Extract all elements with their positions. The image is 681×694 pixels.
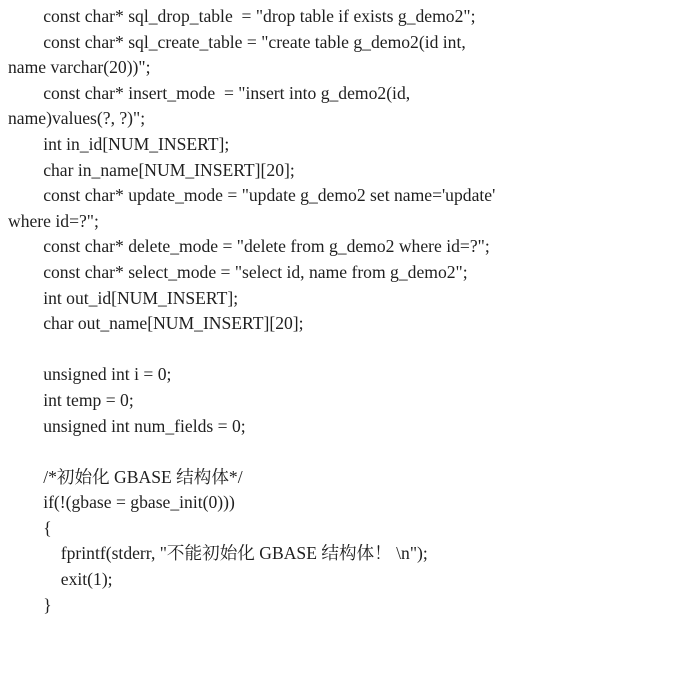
code-line: const char* sql_create_table = "create table g_demo2(id int, (8, 31, 466, 52)
blank-line (8, 337, 681, 363)
code-line: { (8, 517, 52, 538)
code-line: int temp = 0; (8, 389, 134, 410)
code-line: if(!(gbase = gbase_init(0))) (8, 492, 235, 513)
code-line: fprintf(stderr, "不能初始化 GBASE 结构体！ \n"); (8, 543, 428, 564)
code-line: } (8, 594, 52, 615)
code-line: exit(1); (8, 569, 113, 590)
code-line: name varchar(20))"; (8, 57, 151, 78)
code-line: const char* delete_mode = "delete from g_demo2 where id=?"; (8, 236, 490, 257)
code-line: int in_id[NUM_INSERT]; (8, 133, 230, 154)
code-line: where id=?"; (8, 210, 99, 231)
code-line: char out_name[NUM_INSERT][20]; (8, 313, 304, 334)
code-line: char in_name[NUM_INSERT][20]; (8, 159, 295, 180)
code-line: int out_id[NUM_INSERT]; (8, 287, 239, 308)
code-line: const char* sql_drop_table = "drop table if exists g_demo2"; (8, 6, 476, 26)
code-line: const char* insert_mode = "insert into g_demo2(id, (8, 82, 411, 103)
code-line: unsigned int i = 0; (8, 364, 172, 385)
code-line: const char* select_mode = "select id, name from g_demo2"; (8, 261, 468, 282)
blank-line (8, 439, 681, 465)
code-line: name)values(?, ?)"; (8, 108, 146, 129)
code-line: const char* update_mode = "update g_demo2 set name='update' (8, 185, 496, 206)
code-line: unsigned int num_fields = 0; (8, 415, 246, 436)
code-comment: /*初始化 GBASE 结构体*/ (8, 466, 243, 487)
